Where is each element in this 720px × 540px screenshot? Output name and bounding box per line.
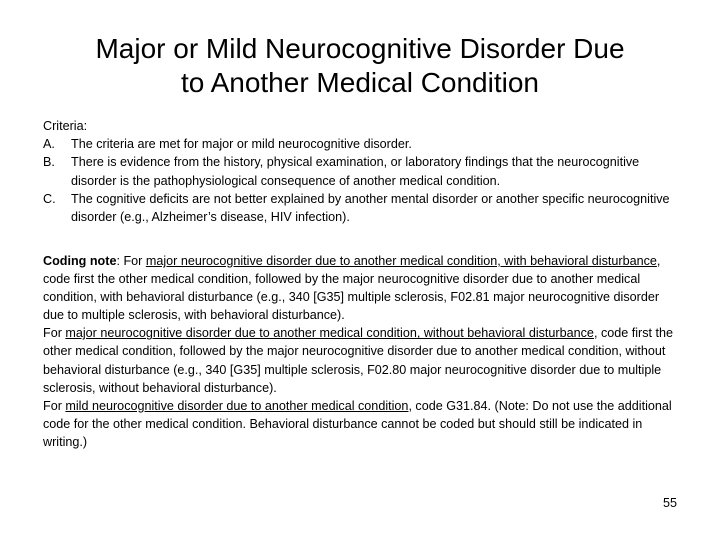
page-number: 55 [662, 496, 677, 510]
coding-note-p1-underlined: major neurocognitive disorder due to another medical condition, with behavioral disturbance [145, 254, 657, 268]
criterion-a [43, 135, 683, 153]
title-line-1: Major or Mild Neurocognitive Disorder Due [95, 33, 625, 64]
coding-note-p2-post: , code first the other medical condition, followed by the major neurocognitive disorder due to another medical condition, without behavioral disturbance (e.g., 340 [G35] multiple sclerosis, F02.80 major neurocognitive disorder due to multiple sclerosis, without behavioral disturbance). [43, 326, 674, 395]
criterion-b [43, 153, 683, 189]
criteria-colon: : [83, 119, 88, 133]
criterion-letter: B. [43, 155, 55, 170]
coding-note-label: Coding note [43, 254, 117, 268]
coding-note-p3-underlined: mild neurocognitive disorder due to another medical condition [65, 398, 409, 413]
coding-note-p2-underlined: major neurocognitive disorder due to another medical condition, without behavioral disturbance [65, 326, 594, 341]
criterion-text: The criteria are met for major or mild neurocognitive disorder. [71, 137, 412, 152]
coding-note-paragraph-2 [43, 324, 679, 396]
coding-note-paragraph-1 [43, 252, 679, 324]
criterion-letter: A. [43, 137, 55, 152]
coding-note-paragraph-3 [43, 397, 679, 451]
coding-note-p1-pre: : For [116, 254, 146, 268]
criteria-heading [43, 117, 683, 135]
criteria-list [43, 117, 683, 226]
slide-title [40, 32, 680, 100]
title-line-2: to Another Medical Condition [181, 67, 539, 98]
criterion-text: There is evidence from the history, physical examination, or laboratory findings that the neurocognitive disorder is the pathophysiological consequence of another medical condition. [71, 155, 640, 188]
coding-note-p2-pre: For [43, 326, 66, 341]
coding-note [43, 252, 679, 451]
criteria-label: Criteria [43, 119, 84, 133]
criterion-text: The cognitive deficits are not better explained by another mental disorder or another specific neurocognitive disorder (e.g., Alzheimer’s disease, HIV infection). [71, 191, 670, 225]
criterion-c [43, 190, 683, 226]
coding-note-p3-post: , code G31.84. (Note: Do not use the additional code for the other medical condition. Behavioral disturbance cannot be coded but should still be indicated in writing.) [43, 398, 672, 449]
coding-note-p1-post: , code first the other medical condition, followed by the major neurocognitive disorder due to another medical condition, with behavioral disturbance (e.g., 340 [G35] multiple sclerosis, F02.81 major neurocognitive disorder due to multiple sclerosis, with behavioral disturbance). [43, 254, 661, 323]
criterion-letter: C. [43, 191, 56, 206]
coding-note-p3-pre: For [43, 398, 66, 413]
